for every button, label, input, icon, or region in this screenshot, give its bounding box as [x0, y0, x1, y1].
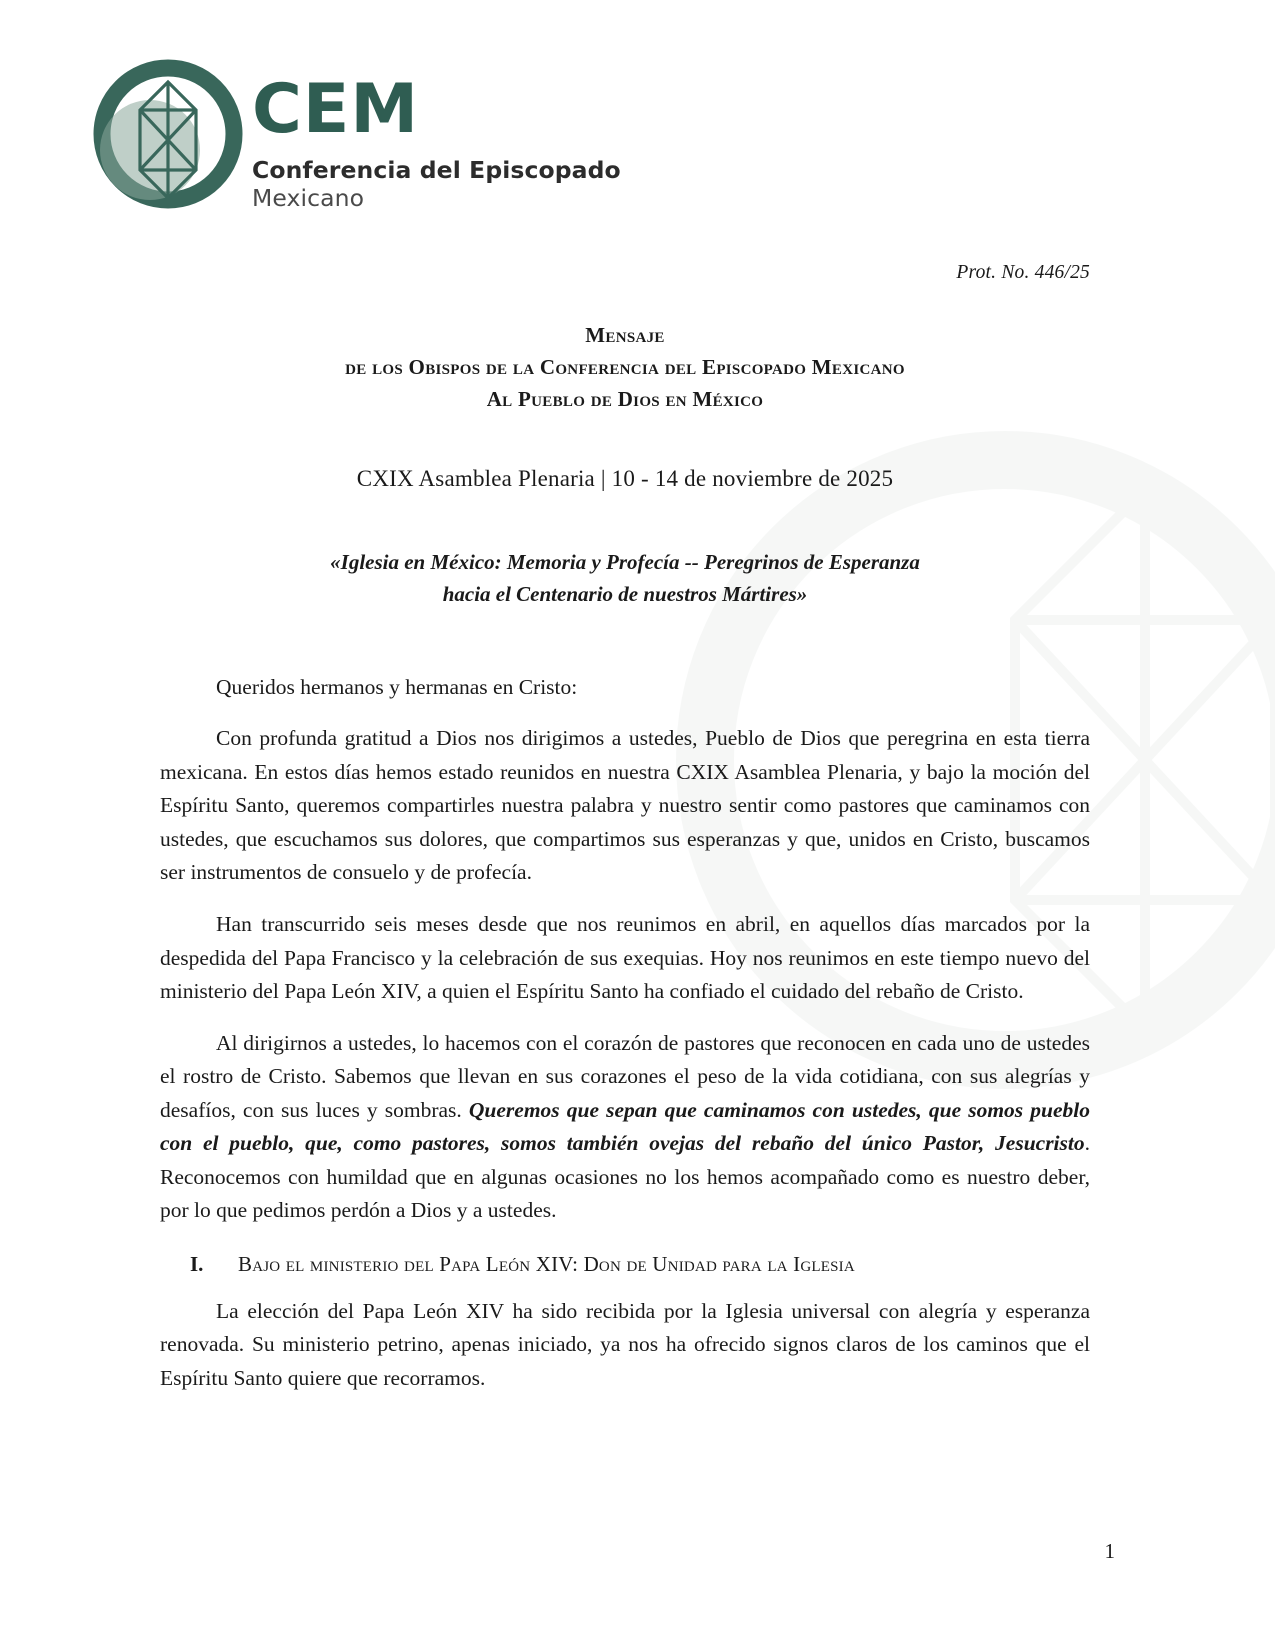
body-paragraph-3-part2: . Reconocemos con humildad que en algunas ocasiones no los hemos acompañado como es nuestro deber, por lo que pedimos perdón a Dios y a ustedes. [160, 1131, 1090, 1223]
document-body [160, 262, 1090, 1397]
title-line-1: Mensaje [585, 323, 665, 347]
body-paragraph-3-part1: Al dirigirnos a ustedes, lo hacemos con el corazón de pastores que reconocen en cada uno de ustedes el rostro de Cristo. Sabemos que llevan en sus corazones el peso de la vida cotidiana, con sus alegrías y desafíos, con sus luces y sombras. [160, 1030, 1090, 1122]
cem-logo-text [252, 70, 652, 212]
body-paragraph-2: Han transcurrido seis meses desde que nos reunimos en abril, en aquellos días marcados por la despedida del Papa Francisco y la celebración de sus exequias. Hoy nos reunimos en este tiempo nuevo del ministerio del Papa León XIV, a quien el Espíritu Santo ha confiado el cuidado del rebaño de Cristo. [160, 912, 1090, 1004]
cem-acronym: CEM [252, 70, 420, 149]
body-paragraph-3 [160, 1027, 1090, 1228]
cem-emblem-icon [92, 58, 244, 210]
section-title: Bajo el ministerio del Papa León XIV: Don de Unidad para la Iglesia [238, 1251, 855, 1276]
body-paragraph-1: Con profunda gratitud a Dios nos dirigimos a ustedes, Pueblo de Dios que peregrina en esta tierra mexicana. En estos días hemos estado reunidos en nuestra CXIX Asamblea Plenaria, y bajo la moción del Espíritu Santo, queremos compartirles nuestra palabra y nuestro sentir como pastores que caminamos con ustedes, que escuchamos sus dolores, que compartimos sus esperanzas y que, unidos en Cristo, buscamos ser instrumentos de consuelo y de profecía. [160, 726, 1090, 885]
cem-subtitle-bold: Conferencia del Episcopado [252, 156, 621, 184]
document-title-block [160, 320, 1090, 416]
salutation-paragraph: Queridos hermanos y hermanas en Cristo: [216, 674, 578, 699]
theme-line-1: «Iglesia en México: Memoria y Profecía -- Peregrinos de Esperanza [330, 549, 920, 574]
document-theme [160, 546, 1090, 611]
title-line-3: Al Pueblo de Dios en México [486, 386, 764, 411]
body-paragraph-3-emphasis: Queremos que sepan que caminamos con ustedes, que somos pueblo con el pueblo, que, como pastores, somos también ovejas del rebaño del único Pastor, Jesucristo [160, 1097, 1090, 1156]
cem-subtitle-light: Mexicano [252, 184, 365, 212]
assembly-subtitle: CXIX Asamblea Plenaria | 10 - 14 de noviembre de 2025 [356, 465, 894, 491]
protocol-number: Prot. No. 446/25 [956, 262, 1090, 283]
cem-logo [92, 58, 652, 218]
title-line-2: de los Obispos de la Conferencia del Episcopado Mexicano [345, 354, 905, 379]
section-heading-i [160, 1252, 1090, 1277]
cem-subtitle [252, 156, 652, 212]
section-number: I. [190, 1251, 204, 1276]
page-number: 1 [1104, 1539, 1115, 1563]
theme-line-2: hacia el Centenario de nuestros Mártires» [442, 582, 808, 607]
body-paragraph-4: La elección del Papa León XIV ha sido recibida por la Iglesia universal con alegría y esperanza renovada. Su ministerio petrino, apenas iniciado, ya nos ha ofrecido signos claros de los caminos que el Espíritu Santo quiere que recorramos. [160, 1298, 1090, 1390]
